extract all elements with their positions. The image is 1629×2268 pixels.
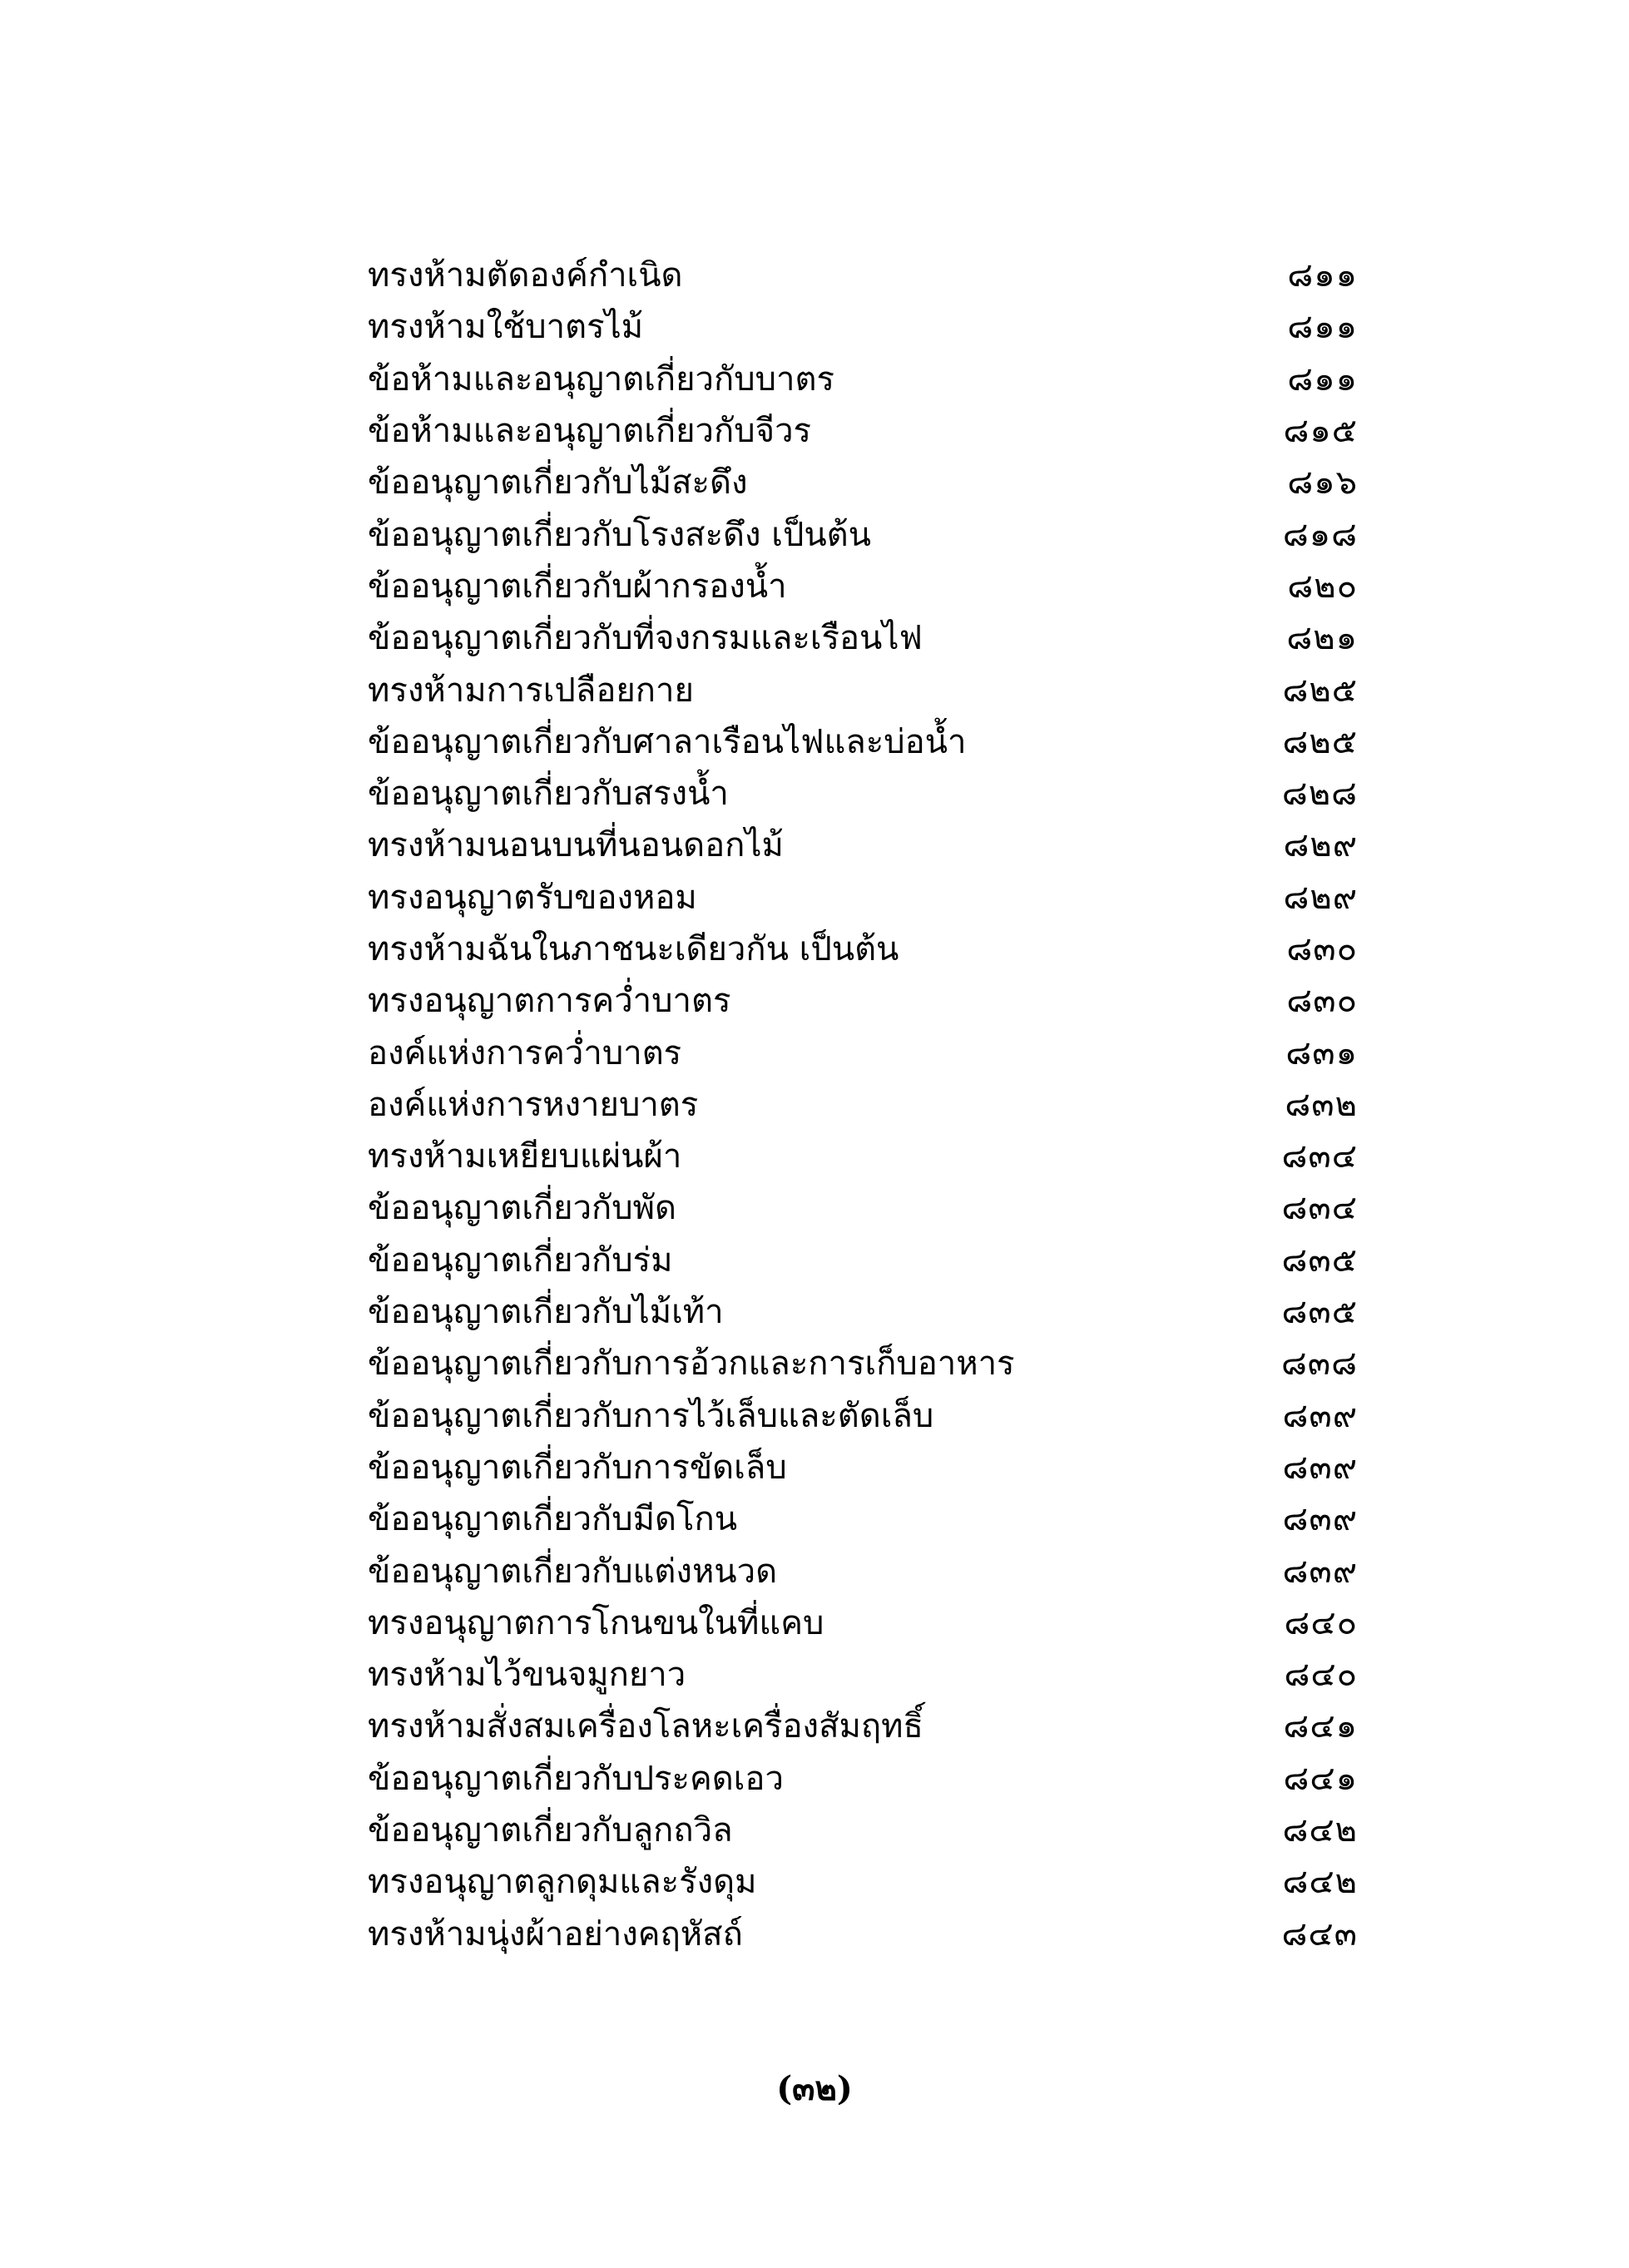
toc-entry-title: ทรงห้ามนอนบนที่นอนดอกไม้	[368, 826, 784, 865]
toc-entry	[368, 1597, 1358, 1649]
toc-entry-page: ๘๑๑	[1287, 256, 1358, 295]
toc-entry	[368, 1182, 1358, 1234]
toc-entry-title: ข้ออนุญาตเกี่ยวกับลูกถวิล	[368, 1811, 733, 1850]
toc-entry-title: ทรงอนุญาตการโกนขนในที่แคบ	[368, 1603, 824, 1642]
toc-entry	[368, 1649, 1358, 1701]
toc-entry-title: ทรงห้ามการเปลือยกาย	[368, 671, 694, 710]
toc-entry-title: ทรงอนุญาตการคว่ำบาตร	[368, 982, 731, 1021]
toc-entry	[368, 1493, 1358, 1545]
toc-entry-page: ๘๓๕	[1281, 1240, 1358, 1280]
toc-entry-page: ๘๓๔	[1281, 1189, 1358, 1228]
toc-entry-title: ทรงห้ามฉันในภาชนะเดียวกัน เป็นต้น	[368, 930, 899, 968]
toc-entry	[368, 1701, 1358, 1752]
toc-entry-title: ข้ออนุญาตเกี่ยวกับพัด	[368, 1189, 676, 1228]
toc-entry-title: ข้ออนุญาตเกี่ยวกับมีดโกน	[368, 1500, 738, 1539]
toc-entry-page: ๘๒๕	[1282, 722, 1358, 761]
toc-entry-title: องค์แห่งการคว่ำบาตร	[368, 1033, 682, 1072]
toc-entry-page: ๘๓๙	[1282, 1396, 1358, 1435]
toc-entry	[368, 1027, 1358, 1078]
toc-entry	[368, 612, 1358, 664]
toc-entry-title: ข้อห้ามและอนุญาตเกี่ยวกับจีวร	[368, 412, 812, 451]
toc-entry-page: ๘๓๙	[1282, 1500, 1358, 1539]
toc-entry-title: ทรงอนุญาตรับของหอม	[368, 878, 697, 917]
toc-entry	[368, 354, 1358, 405]
toc-entry-title: ข้อห้ามและอนุญาตเกี่ยวกับบาตร	[368, 359, 834, 399]
toc-entry-page: ๘๒๙	[1283, 878, 1358, 917]
toc-entry-page: ๘๑๖	[1287, 463, 1358, 503]
toc-entry	[368, 301, 1358, 353]
page-number: (๓๒)	[776, 2069, 853, 2108]
toc-entry-title: ข้ออนุญาตเกี่ยวกับไม้สะดึง	[368, 463, 748, 503]
toc-entry	[368, 1805, 1358, 1856]
toc-entry	[368, 1442, 1358, 1493]
toc-entry-title: ข้ออนุญาตเกี่ยวกับสรงน้ำ	[368, 775, 729, 814]
toc-entry-page: ๘๓๑	[1285, 1033, 1358, 1072]
toc-entry-title: ข้ออนุญาตเกี่ยวกับการไว้เล็บและตัดเล็บ	[368, 1396, 934, 1435]
toc-entry-page: ๘๓๐	[1286, 930, 1358, 968]
toc-entry-page: ๘๓๒	[1285, 1085, 1358, 1124]
toc-entry-page: ๘๑๕	[1283, 412, 1358, 451]
toc-entry	[368, 1753, 1358, 1805]
toc-entry-title: ข้ออนุญาตเกี่ยวกับการอ้วกและการเก็บอาหาร	[368, 1344, 1015, 1384]
toc-entry-page: ๘๒๕	[1282, 671, 1358, 710]
toc-entry-title: องค์แห่งการหงายบาตร	[368, 1085, 699, 1124]
toc-entry	[368, 1545, 1358, 1597]
toc-entry-page: ๘๔๐	[1284, 1603, 1358, 1642]
toc-entry	[368, 820, 1358, 871]
toc-entry-title: ทรงอนุญาตลูกดุมและรังดุม	[368, 1863, 757, 1902]
toc-entry-page: ๘๔๑	[1283, 1707, 1358, 1746]
toc-entry-title: ข้ออนุญาตเกี่ยวกับผ้ากรองน้ำ	[368, 567, 787, 606]
toc-entry	[368, 1235, 1358, 1286]
toc-entry-title: ทรงห้ามไว้ขนจมูกยาว	[368, 1656, 686, 1695]
toc-entry-title: ทรงห้ามตัดองค์กำเนิด	[368, 256, 683, 295]
toc-entry-title: ข้ออนุญาตเกี่ยวกับการขัดเล็บ	[368, 1448, 787, 1487]
toc-entry-title: ทรงห้ามสั่งสมเครื่องโลหะเครื่องสัมฤทธิ์	[368, 1707, 923, 1746]
toc-entry-page: ๘๓๙	[1282, 1552, 1358, 1591]
toc-entry	[368, 1856, 1358, 1908]
toc-entry-page: ๘๓๙	[1282, 1448, 1358, 1487]
toc-entry	[368, 405, 1358, 457]
toc-entry	[368, 716, 1358, 768]
toc-entry-page: ๘๔๓	[1281, 1914, 1358, 1954]
toc-entry-page: ๘๒๐	[1287, 567, 1358, 606]
toc-entry	[368, 1338, 1358, 1389]
toc-entry-title: ทรงห้ามเหยียบแผ่นผ้า	[368, 1137, 682, 1176]
toc-entry	[368, 768, 1358, 820]
toc-entry-page: ๘๓๘	[1280, 1344, 1358, 1384]
toc-entry-page: ๘๓๔	[1281, 1137, 1358, 1176]
toc-entry-page: ๘๒๙	[1283, 826, 1358, 865]
toc-entry-title: ข้ออนุญาตเกี่ยวกับศาลาเรือนไฟและบ่อน้ำ	[368, 722, 967, 761]
toc-entry-page: ๘๒๑	[1286, 619, 1358, 658]
toc-entry-title: ข้ออนุญาตเกี่ยวกับโรงสะดึง เป็นต้น	[368, 515, 871, 554]
toc-entry-page: ๘๒๘	[1281, 775, 1358, 814]
toc-entry	[368, 457, 1358, 508]
toc-entry-title: ข้ออนุญาตเกี่ยวกับไม้เท้า	[368, 1293, 724, 1332]
toc-entry	[368, 924, 1358, 975]
toc-entry	[368, 1390, 1358, 1442]
toc-entry-title: ข้ออนุญาตเกี่ยวกับแต่งหนวด	[368, 1552, 778, 1591]
toc-entry-title: ข้ออนุญาตเกี่ยวกับที่จงกรมและเรือนไฟ	[368, 619, 923, 658]
toc-entry-page: ๘๔๒	[1282, 1811, 1358, 1850]
toc-entry	[368, 1131, 1358, 1182]
toc-entry-page: ๘๔๒	[1282, 1863, 1358, 1902]
toc-entry	[368, 250, 1358, 301]
toc-entry	[368, 1286, 1358, 1338]
toc-entry	[368, 1909, 1358, 1960]
toc-entry-page: ๘๑๑	[1287, 359, 1358, 399]
toc-entry-page: ๘๔๑	[1283, 1759, 1358, 1798]
toc-entry	[368, 975, 1358, 1027]
toc-entry-title: ทรงห้ามนุ่งผ้าอย่างคฤหัสถ์	[368, 1914, 743, 1954]
toc-entry-page: ๘๓๐	[1286, 982, 1358, 1021]
toc-entry	[368, 561, 1358, 612]
toc-entry-title: ข้ออนุญาตเกี่ยวกับร่ม	[368, 1240, 673, 1280]
toc-entry	[368, 664, 1358, 716]
toc-entry	[368, 1079, 1358, 1131]
toc-entry	[368, 872, 1358, 924]
toc-entry-page: ๘๓๕	[1281, 1293, 1358, 1332]
toc-entry-page: ๘๑๑	[1287, 308, 1358, 347]
toc-entry	[368, 508, 1358, 560]
toc-entry-title: ทรงห้ามใช้บาตรไม้	[368, 308, 644, 347]
table-of-contents	[368, 250, 1358, 1960]
toc-entry-title: ข้ออนุญาตเกี่ยวกับประคดเอว	[368, 1759, 784, 1798]
toc-entry-page: ๘๑๘	[1282, 515, 1358, 554]
toc-entry-page: ๘๔๐	[1284, 1656, 1358, 1695]
